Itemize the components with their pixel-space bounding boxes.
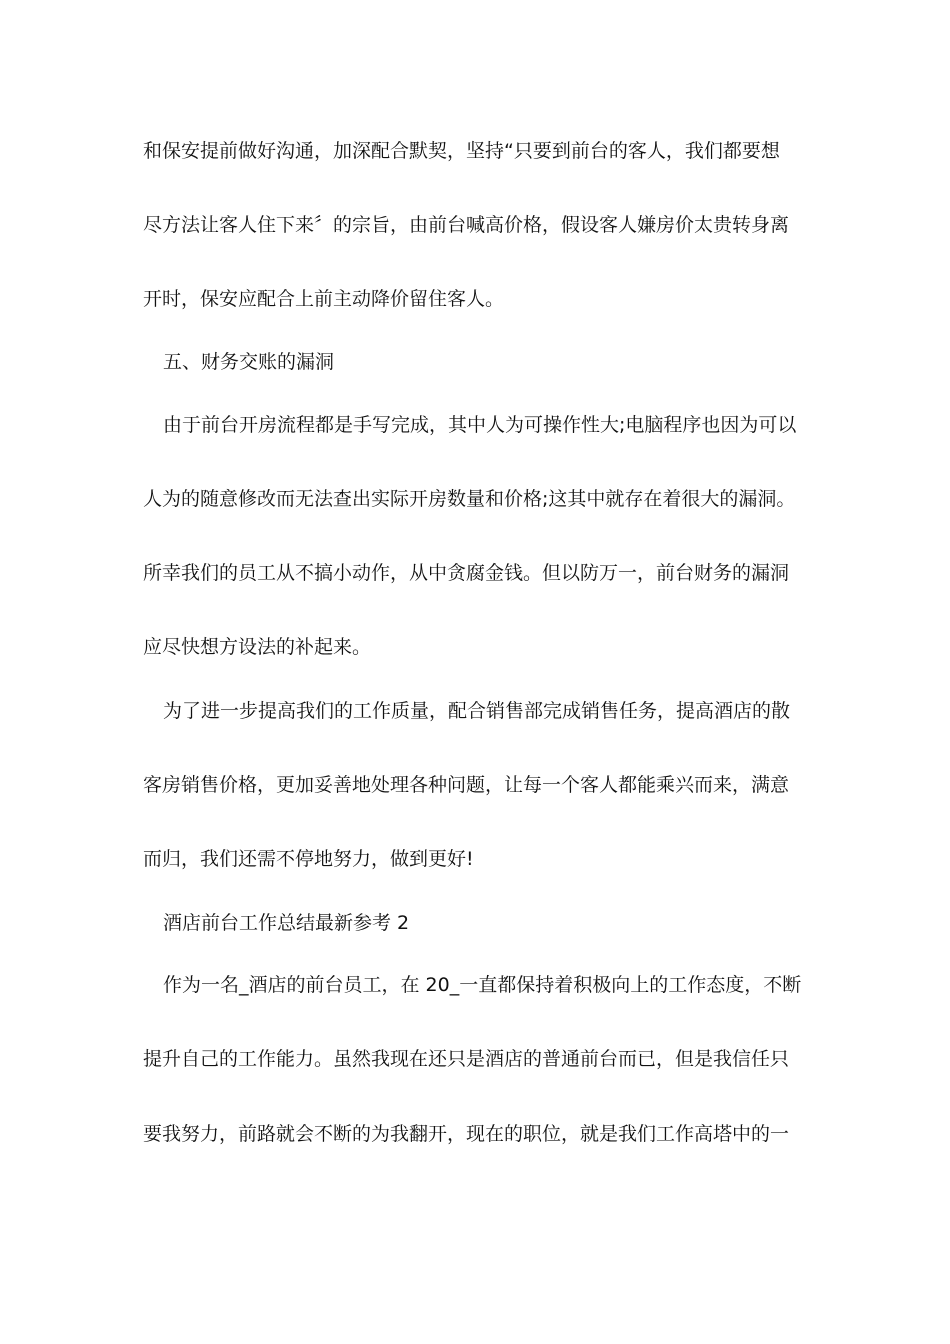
body-text-line: 提升自己的工作能力。虽然我现在还只是酒店的普通前台而已，但是我信任只 <box>143 1048 790 1070</box>
body-text-line: 要我努力，前路就会不断的为我翻开，现在的职位，就是我们工作高塔中的一 <box>143 1123 790 1145</box>
body-text-line: 应尽快想方设法的补起来。 <box>143 636 372 658</box>
paragraph-first-line: 作为一名_酒店的前台员工，在 20_一直都保持着积极向上的工作态度，不断 <box>163 974 802 996</box>
body-text-line: 而归，我们还需不停地努力，做到更好! <box>143 848 474 870</box>
section-heading: 五、财务交账的漏洞 <box>163 351 335 373</box>
body-text-line: 开时，保安应配合上前主动降价留住客人。 <box>143 288 505 310</box>
body-text-line: 和保安提前做好沟通，加深配合默契，坚持“只要到前台的客人，我们都要想 <box>143 140 780 162</box>
body-text-line: 人为的随意修改而无法查出实际开房数量和价格;这其中就存在着很大的漏洞。 <box>143 488 796 510</box>
body-text-line: 客房销售价格，更加妥善地处理各种问题，让每一个客人都能乘兴而来，满意 <box>143 774 790 796</box>
body-text-line: 所幸我们的员工从不搞小动作，从中贪腐金钱。但以防万一，前台财务的漏洞 <box>143 562 790 584</box>
paragraph-first-line: 由于前台开房流程都是手写完成，其中人为可操作性大;电脑程序也因为可以 <box>163 414 797 436</box>
paragraph-first-line: 为了进一步提高我们的工作质量，配合销售部完成销售任务，提高酒店的散 <box>163 700 791 722</box>
body-text-line: 尽方法让客人住下来〞的宗旨，由前台喊高价格，假设客人嫌房价太贵转身离 <box>143 214 790 236</box>
section-heading: 酒店前台工作总结最新参考 2 <box>163 912 410 934</box>
